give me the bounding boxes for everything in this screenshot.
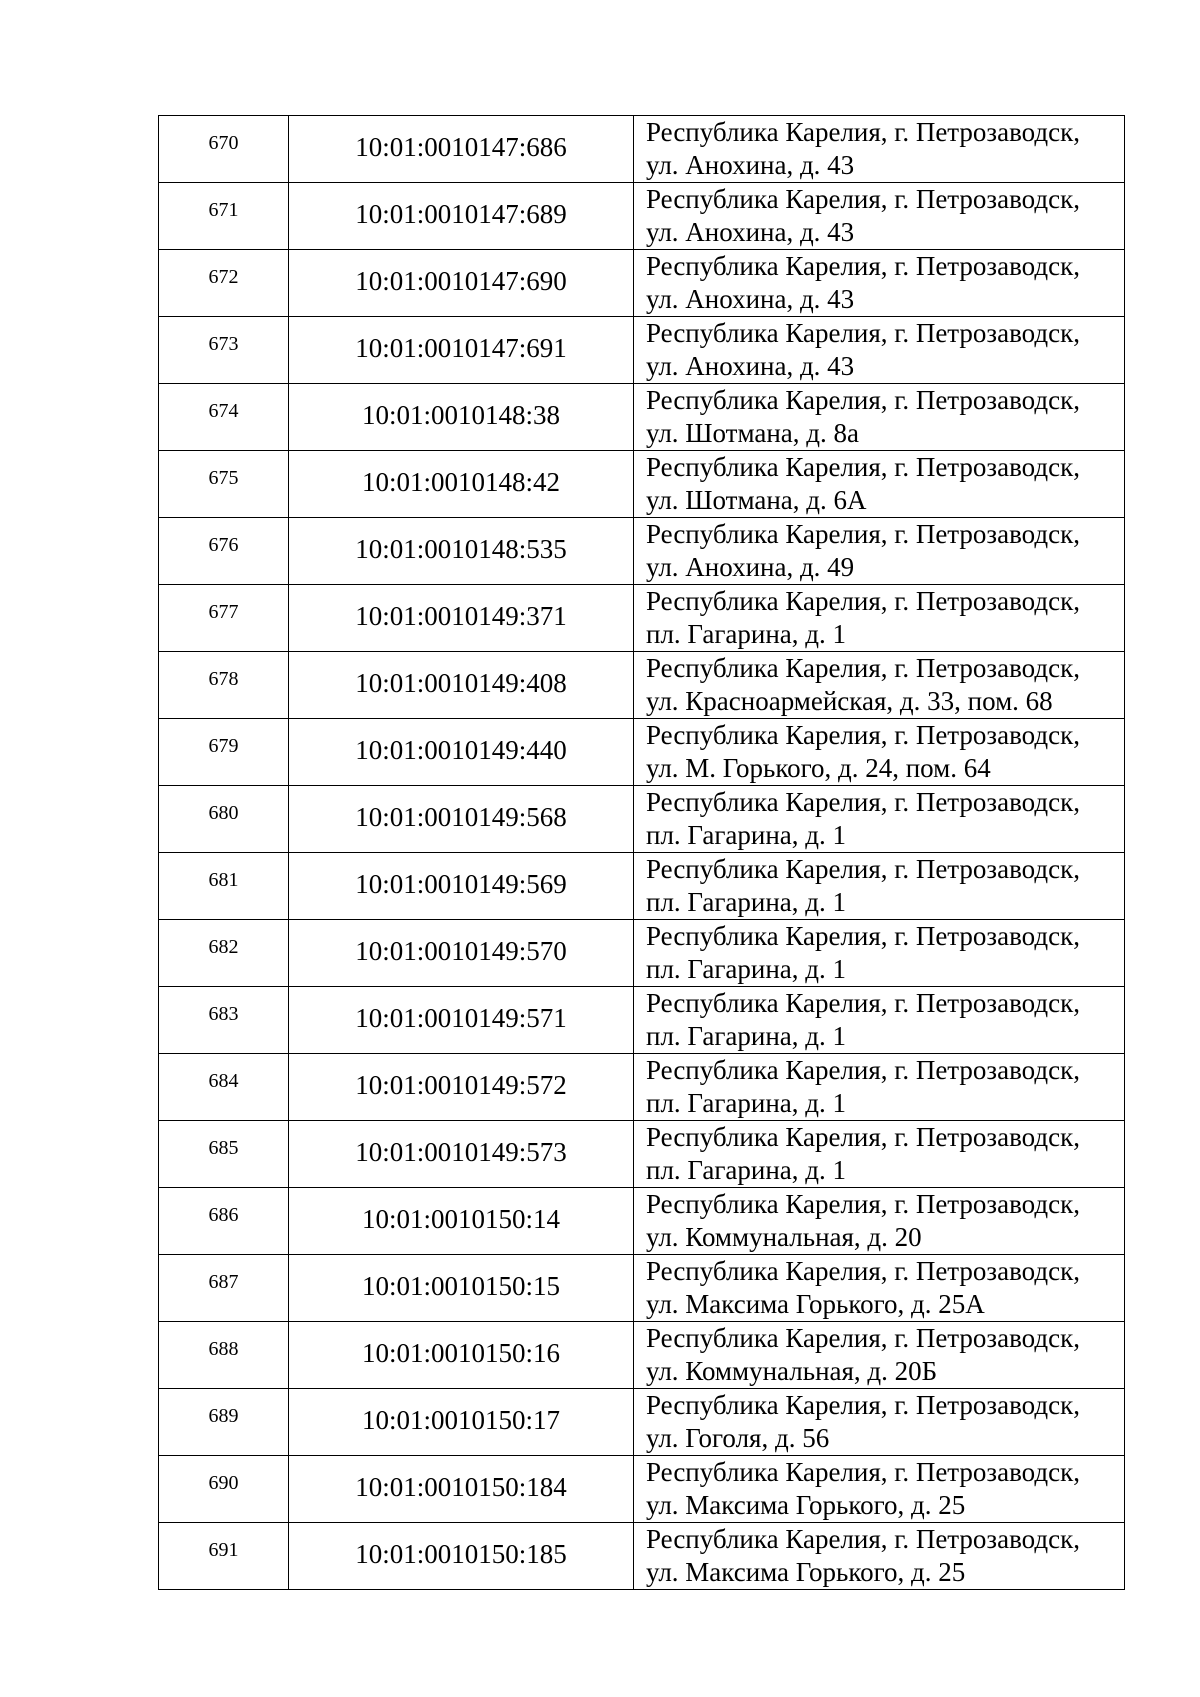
cadastral-number-cell bbox=[289, 384, 634, 451]
cadastral-number: 10:01:0010147:689 bbox=[355, 199, 567, 229]
cadastral-number-cell bbox=[289, 317, 634, 384]
table-row bbox=[159, 987, 1125, 1054]
row-number-cell bbox=[159, 384, 289, 451]
row-number-cell bbox=[159, 1456, 289, 1523]
row-number-cell bbox=[159, 1389, 289, 1456]
address-line-1: Республика Карелия, г. Петрозаводск, bbox=[646, 318, 1080, 348]
cadastral-number-cell bbox=[289, 920, 634, 987]
address-cell bbox=[634, 1255, 1125, 1322]
address-line-1: Республика Карелия, г. Петрозаводск, bbox=[646, 854, 1080, 884]
address-line-1: Республика Карелия, г. Петрозаводск, bbox=[646, 1055, 1080, 1085]
address-line-2: ул. Красноармейская, д. 33, пом. 68 bbox=[646, 686, 1053, 716]
address-line-1: Республика Карелия, г. Петрозаводск, bbox=[646, 787, 1080, 817]
cadastral-number: 10:01:0010149:570 bbox=[355, 936, 567, 966]
cadastral-number-cell bbox=[289, 1322, 634, 1389]
cadastral-number-cell bbox=[289, 451, 634, 518]
row-number-cell bbox=[159, 518, 289, 585]
address-line-1: Республика Карелия, г. Петрозаводск, bbox=[646, 452, 1080, 482]
address-line-2: ул. М. Горького, д. 24, пом. 64 bbox=[646, 753, 991, 783]
cadastral-number-cell bbox=[289, 1188, 634, 1255]
table-row bbox=[159, 1188, 1125, 1255]
address-cell bbox=[634, 1054, 1125, 1121]
cadastral-number-cell bbox=[289, 1054, 634, 1121]
table-row bbox=[159, 853, 1125, 920]
cadastral-number-cell bbox=[289, 518, 634, 585]
address-line-2: ул. Шотмана, д. 8а bbox=[646, 418, 860, 448]
address-line-2: ул. Коммунальная, д. 20 bbox=[646, 1222, 922, 1252]
table-row bbox=[159, 920, 1125, 987]
address-cell bbox=[634, 518, 1125, 585]
address-line-2: ул. Шотмана, д. 6А bbox=[646, 485, 867, 515]
address-line-1: Республика Карелия, г. Петрозаводск, bbox=[646, 653, 1080, 683]
address-line-1: Республика Карелия, г. Петрозаводск, bbox=[646, 385, 1080, 415]
address-cell bbox=[634, 652, 1125, 719]
row-number: 680 bbox=[208, 802, 239, 824]
row-number-cell bbox=[159, 853, 289, 920]
row-number: 687 bbox=[208, 1271, 239, 1293]
address-line-2: пл. Гагарина, д. 1 bbox=[646, 820, 847, 850]
address-line-1: Республика Карелия, г. Петрозаводск, bbox=[646, 251, 1080, 281]
address-cell bbox=[634, 1188, 1125, 1255]
row-number-cell bbox=[159, 987, 289, 1054]
address-cell bbox=[634, 1389, 1125, 1456]
address-cell bbox=[634, 1121, 1125, 1188]
address-line-2: ул. Максима Горького, д. 25 bbox=[646, 1490, 966, 1520]
table-row bbox=[159, 1456, 1125, 1523]
cadastral-number: 10:01:0010149:440 bbox=[355, 735, 567, 765]
address-line-1: Республика Карелия, г. Петрозаводск, bbox=[646, 1256, 1080, 1286]
row-number: 681 bbox=[208, 869, 239, 891]
cadastral-number: 10:01:0010147:690 bbox=[355, 266, 567, 296]
row-number-cell bbox=[159, 920, 289, 987]
address-cell bbox=[634, 183, 1125, 250]
address-cell bbox=[634, 384, 1125, 451]
address-line-2: ул. Анохина, д. 43 bbox=[646, 351, 855, 381]
address-line-2: ул. Максима Горького, д. 25 bbox=[646, 1557, 966, 1587]
cadastral-table bbox=[158, 115, 1125, 1590]
cadastral-number-cell bbox=[289, 1389, 634, 1456]
cadastral-number-cell bbox=[289, 1121, 634, 1188]
row-number: 679 bbox=[208, 735, 239, 757]
row-number-cell bbox=[159, 719, 289, 786]
table-row bbox=[159, 183, 1125, 250]
address-cell bbox=[634, 250, 1125, 317]
row-number: 690 bbox=[208, 1472, 239, 1494]
row-number: 674 bbox=[208, 400, 239, 422]
address-line-1: Республика Карелия, г. Петрозаводск, bbox=[646, 1122, 1080, 1152]
address-cell bbox=[634, 987, 1125, 1054]
row-number-cell bbox=[159, 1054, 289, 1121]
address-line-2: пл. Гагарина, д. 1 bbox=[646, 887, 847, 917]
address-line-2: ул. Коммунальная, д. 20Б bbox=[646, 1356, 938, 1386]
table-row bbox=[159, 1523, 1125, 1590]
cadastral-number: 10:01:0010147:686 bbox=[355, 132, 567, 162]
cadastral-number: 10:01:0010148:38 bbox=[361, 400, 560, 430]
cadastral-number: 10:01:0010149:572 bbox=[355, 1070, 567, 1100]
table-row bbox=[159, 585, 1125, 652]
row-number: 676 bbox=[208, 534, 239, 556]
address-cell bbox=[634, 1523, 1125, 1590]
cadastral-number-cell bbox=[289, 853, 634, 920]
row-number-cell bbox=[159, 1255, 289, 1322]
cadastral-number-cell bbox=[289, 1523, 634, 1590]
table-row bbox=[159, 317, 1125, 384]
address-line-1: Республика Карелия, г. Петрозаводск, bbox=[646, 1457, 1080, 1487]
table-row bbox=[159, 786, 1125, 853]
address-line-1: Республика Карелия, г. Петрозаводск, bbox=[646, 720, 1080, 750]
address-line-1: Республика Карелия, г. Петрозаводск, bbox=[646, 988, 1080, 1018]
address-line-1: Республика Карелия, г. Петрозаводск, bbox=[646, 586, 1080, 616]
cadastral-number-cell bbox=[289, 116, 634, 183]
cadastral-number-cell bbox=[289, 786, 634, 853]
address-line-1: Республика Карелия, г. Петрозаводск, bbox=[646, 1390, 1080, 1420]
address-cell bbox=[634, 116, 1125, 183]
table-row bbox=[159, 1322, 1125, 1389]
address-line-2: ул. Анохина, д. 43 bbox=[646, 284, 855, 314]
row-number: 677 bbox=[208, 601, 239, 623]
table-row bbox=[159, 518, 1125, 585]
address-cell bbox=[634, 1456, 1125, 1523]
row-number-cell bbox=[159, 317, 289, 384]
address-line-1: Республика Карелия, г. Петрозаводск, bbox=[646, 184, 1080, 214]
cadastral-number-cell bbox=[289, 585, 634, 652]
address-line-1: Республика Карелия, г. Петрозаводск, bbox=[646, 921, 1080, 951]
row-number: 678 bbox=[208, 668, 239, 690]
row-number: 682 bbox=[208, 936, 239, 958]
cadastral-number-cell bbox=[289, 652, 634, 719]
address-line-1: Республика Карелия, г. Петрозаводск, bbox=[646, 519, 1080, 549]
address-cell bbox=[634, 317, 1125, 384]
cadastral-number: 10:01:0010150:16 bbox=[361, 1338, 560, 1368]
row-number-cell bbox=[159, 652, 289, 719]
table-row bbox=[159, 451, 1125, 518]
table-row bbox=[159, 1389, 1125, 1456]
cadastral-number: 10:01:0010150:17 bbox=[361, 1405, 560, 1435]
row-number-cell bbox=[159, 1322, 289, 1389]
cadastral-number: 10:01:0010148:535 bbox=[355, 534, 567, 564]
row-number: 670 bbox=[208, 132, 239, 154]
address-cell bbox=[634, 719, 1125, 786]
row-number-cell bbox=[159, 1121, 289, 1188]
cadastral-number: 10:01:0010150:14 bbox=[361, 1204, 560, 1234]
row-number: 689 bbox=[208, 1405, 239, 1427]
row-number: 672 bbox=[208, 266, 239, 288]
cadastral-number: 10:01:0010149:571 bbox=[355, 1003, 567, 1033]
table-row bbox=[159, 1054, 1125, 1121]
cadastral-number-cell bbox=[289, 987, 634, 1054]
address-line-2: пл. Гагарина, д. 1 bbox=[646, 1155, 847, 1185]
cadastral-number-cell bbox=[289, 719, 634, 786]
cadastral-number: 10:01:0010149:371 bbox=[355, 601, 567, 631]
cadastral-number: 10:01:0010149:568 bbox=[355, 802, 567, 832]
address-cell bbox=[634, 585, 1125, 652]
address-cell bbox=[634, 1322, 1125, 1389]
address-line-2: ул. Гоголя, д. 56 bbox=[646, 1423, 830, 1453]
cadastral-number: 10:01:0010150:185 bbox=[355, 1539, 567, 1569]
row-number-cell bbox=[159, 250, 289, 317]
row-number: 684 bbox=[208, 1070, 239, 1092]
address-cell bbox=[634, 451, 1125, 518]
address-line-2: пл. Гагарина, д. 1 bbox=[646, 954, 847, 984]
row-number: 673 bbox=[208, 333, 239, 355]
row-number-cell bbox=[159, 451, 289, 518]
row-number-cell bbox=[159, 786, 289, 853]
table-body bbox=[159, 116, 1125, 1590]
row-number-cell bbox=[159, 116, 289, 183]
table-row bbox=[159, 1121, 1125, 1188]
table-row bbox=[159, 719, 1125, 786]
cadastral-number: 10:01:0010149:569 bbox=[355, 869, 567, 899]
address-line-1: Республика Карелия, г. Петрозаводск, bbox=[646, 1323, 1080, 1353]
address-cell bbox=[634, 920, 1125, 987]
cadastral-number-cell bbox=[289, 1255, 634, 1322]
row-number: 671 bbox=[208, 199, 239, 221]
row-number: 691 bbox=[208, 1539, 239, 1561]
address-line-2: ул. Анохина, д. 43 bbox=[646, 150, 855, 180]
row-number: 686 bbox=[208, 1204, 239, 1226]
address-line-2: пл. Гагарина, д. 1 bbox=[646, 1021, 847, 1051]
cadastral-number: 10:01:0010147:691 bbox=[355, 333, 567, 363]
table-row bbox=[159, 116, 1125, 183]
row-number: 685 bbox=[208, 1137, 239, 1159]
address-line-2: ул. Максима Горького, д. 25А bbox=[646, 1289, 985, 1319]
row-number: 683 bbox=[208, 1003, 239, 1025]
table-row bbox=[159, 1255, 1125, 1322]
address-cell bbox=[634, 786, 1125, 853]
row-number-cell bbox=[159, 585, 289, 652]
cadastral-number: 10:01:0010148:42 bbox=[361, 467, 560, 497]
cadastral-number: 10:01:0010149:408 bbox=[355, 668, 567, 698]
row-number-cell bbox=[159, 183, 289, 250]
address-line-1: Республика Карелия, г. Петрозаводск, bbox=[646, 117, 1080, 147]
row-number-cell bbox=[159, 1523, 289, 1590]
cadastral-number: 10:01:0010149:573 bbox=[355, 1137, 567, 1167]
row-number-cell bbox=[159, 1188, 289, 1255]
cadastral-number: 10:01:0010150:184 bbox=[355, 1472, 567, 1502]
cadastral-number-cell bbox=[289, 1456, 634, 1523]
row-number: 688 bbox=[208, 1338, 239, 1360]
address-line-2: пл. Гагарина, д. 1 bbox=[646, 619, 847, 649]
address-cell bbox=[634, 853, 1125, 920]
cadastral-number-cell bbox=[289, 183, 634, 250]
address-line-1: Республика Карелия, г. Петрозаводск, bbox=[646, 1524, 1080, 1554]
table-row bbox=[159, 652, 1125, 719]
address-line-2: пл. Гагарина, д. 1 bbox=[646, 1088, 847, 1118]
cadastral-number-cell bbox=[289, 250, 634, 317]
table-row bbox=[159, 384, 1125, 451]
address-line-2: ул. Анохина, д. 49 bbox=[646, 552, 855, 582]
table-row bbox=[159, 250, 1125, 317]
address-line-2: ул. Анохина, д. 43 bbox=[646, 217, 855, 247]
address-line-1: Республика Карелия, г. Петрозаводск, bbox=[646, 1189, 1080, 1219]
row-number: 675 bbox=[208, 467, 239, 489]
cadastral-number: 10:01:0010150:15 bbox=[361, 1271, 560, 1301]
